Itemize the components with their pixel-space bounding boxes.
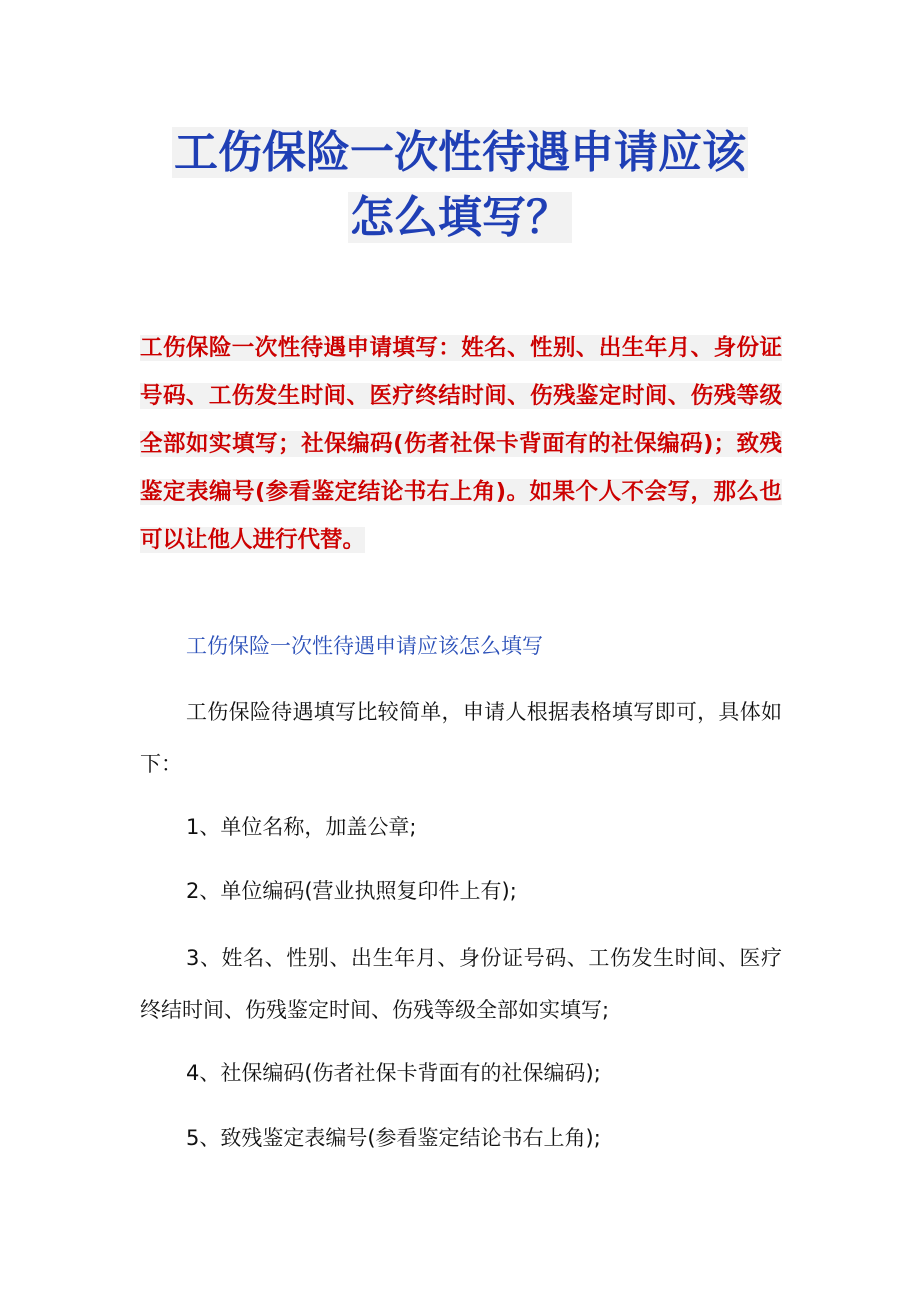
page-title-line-2: [0, 188, 920, 248]
page-title-line-1: [0, 123, 920, 183]
page-title-text-2: 怎么填写？: [350, 192, 570, 243]
list-item: 2、单位编码(营业执照复印件上有);: [186, 879, 517, 903]
list-item: 1、单位名称，加盖公章;: [186, 815, 417, 839]
intro-paragraph: 工伤保险待遇填写比较简单，申请人根据表格填写即可，具体如下：: [140, 700, 782, 776]
page-title-text-1: 工伤保险一次性待遇申请应该: [174, 127, 746, 178]
section-heading: 工伤保险一次性待遇申请应该怎么填写: [186, 634, 543, 658]
summary-text: 工伤保险一次性待遇申请填写：姓名、性别、出生年月、身份证号码、工伤发生时间、医疗终结时间、伤残鉴定时间、伤残等级全部如实填写；社保编码(伤者社保卡背面有的社保编码)；致残鉴定表编号(参看鉴定结论书右上角)。如果个人不会写，那么也可以让他人进行代替。: [140, 335, 782, 553]
list-item: 5、致残鉴定表编号(参看鉴定结论书右上角);: [186, 1126, 601, 1150]
list-item: 4、社保编码(伤者社保卡背面有的社保编码);: [186, 1061, 601, 1085]
list-item: 3、姓名、性别、出生年月、身份证号码、工伤发生时间、医疗终结时间、伤残鉴定时间、伤残等级全部如实填写;: [140, 946, 782, 1022]
summary-paragraph: [140, 324, 782, 564]
